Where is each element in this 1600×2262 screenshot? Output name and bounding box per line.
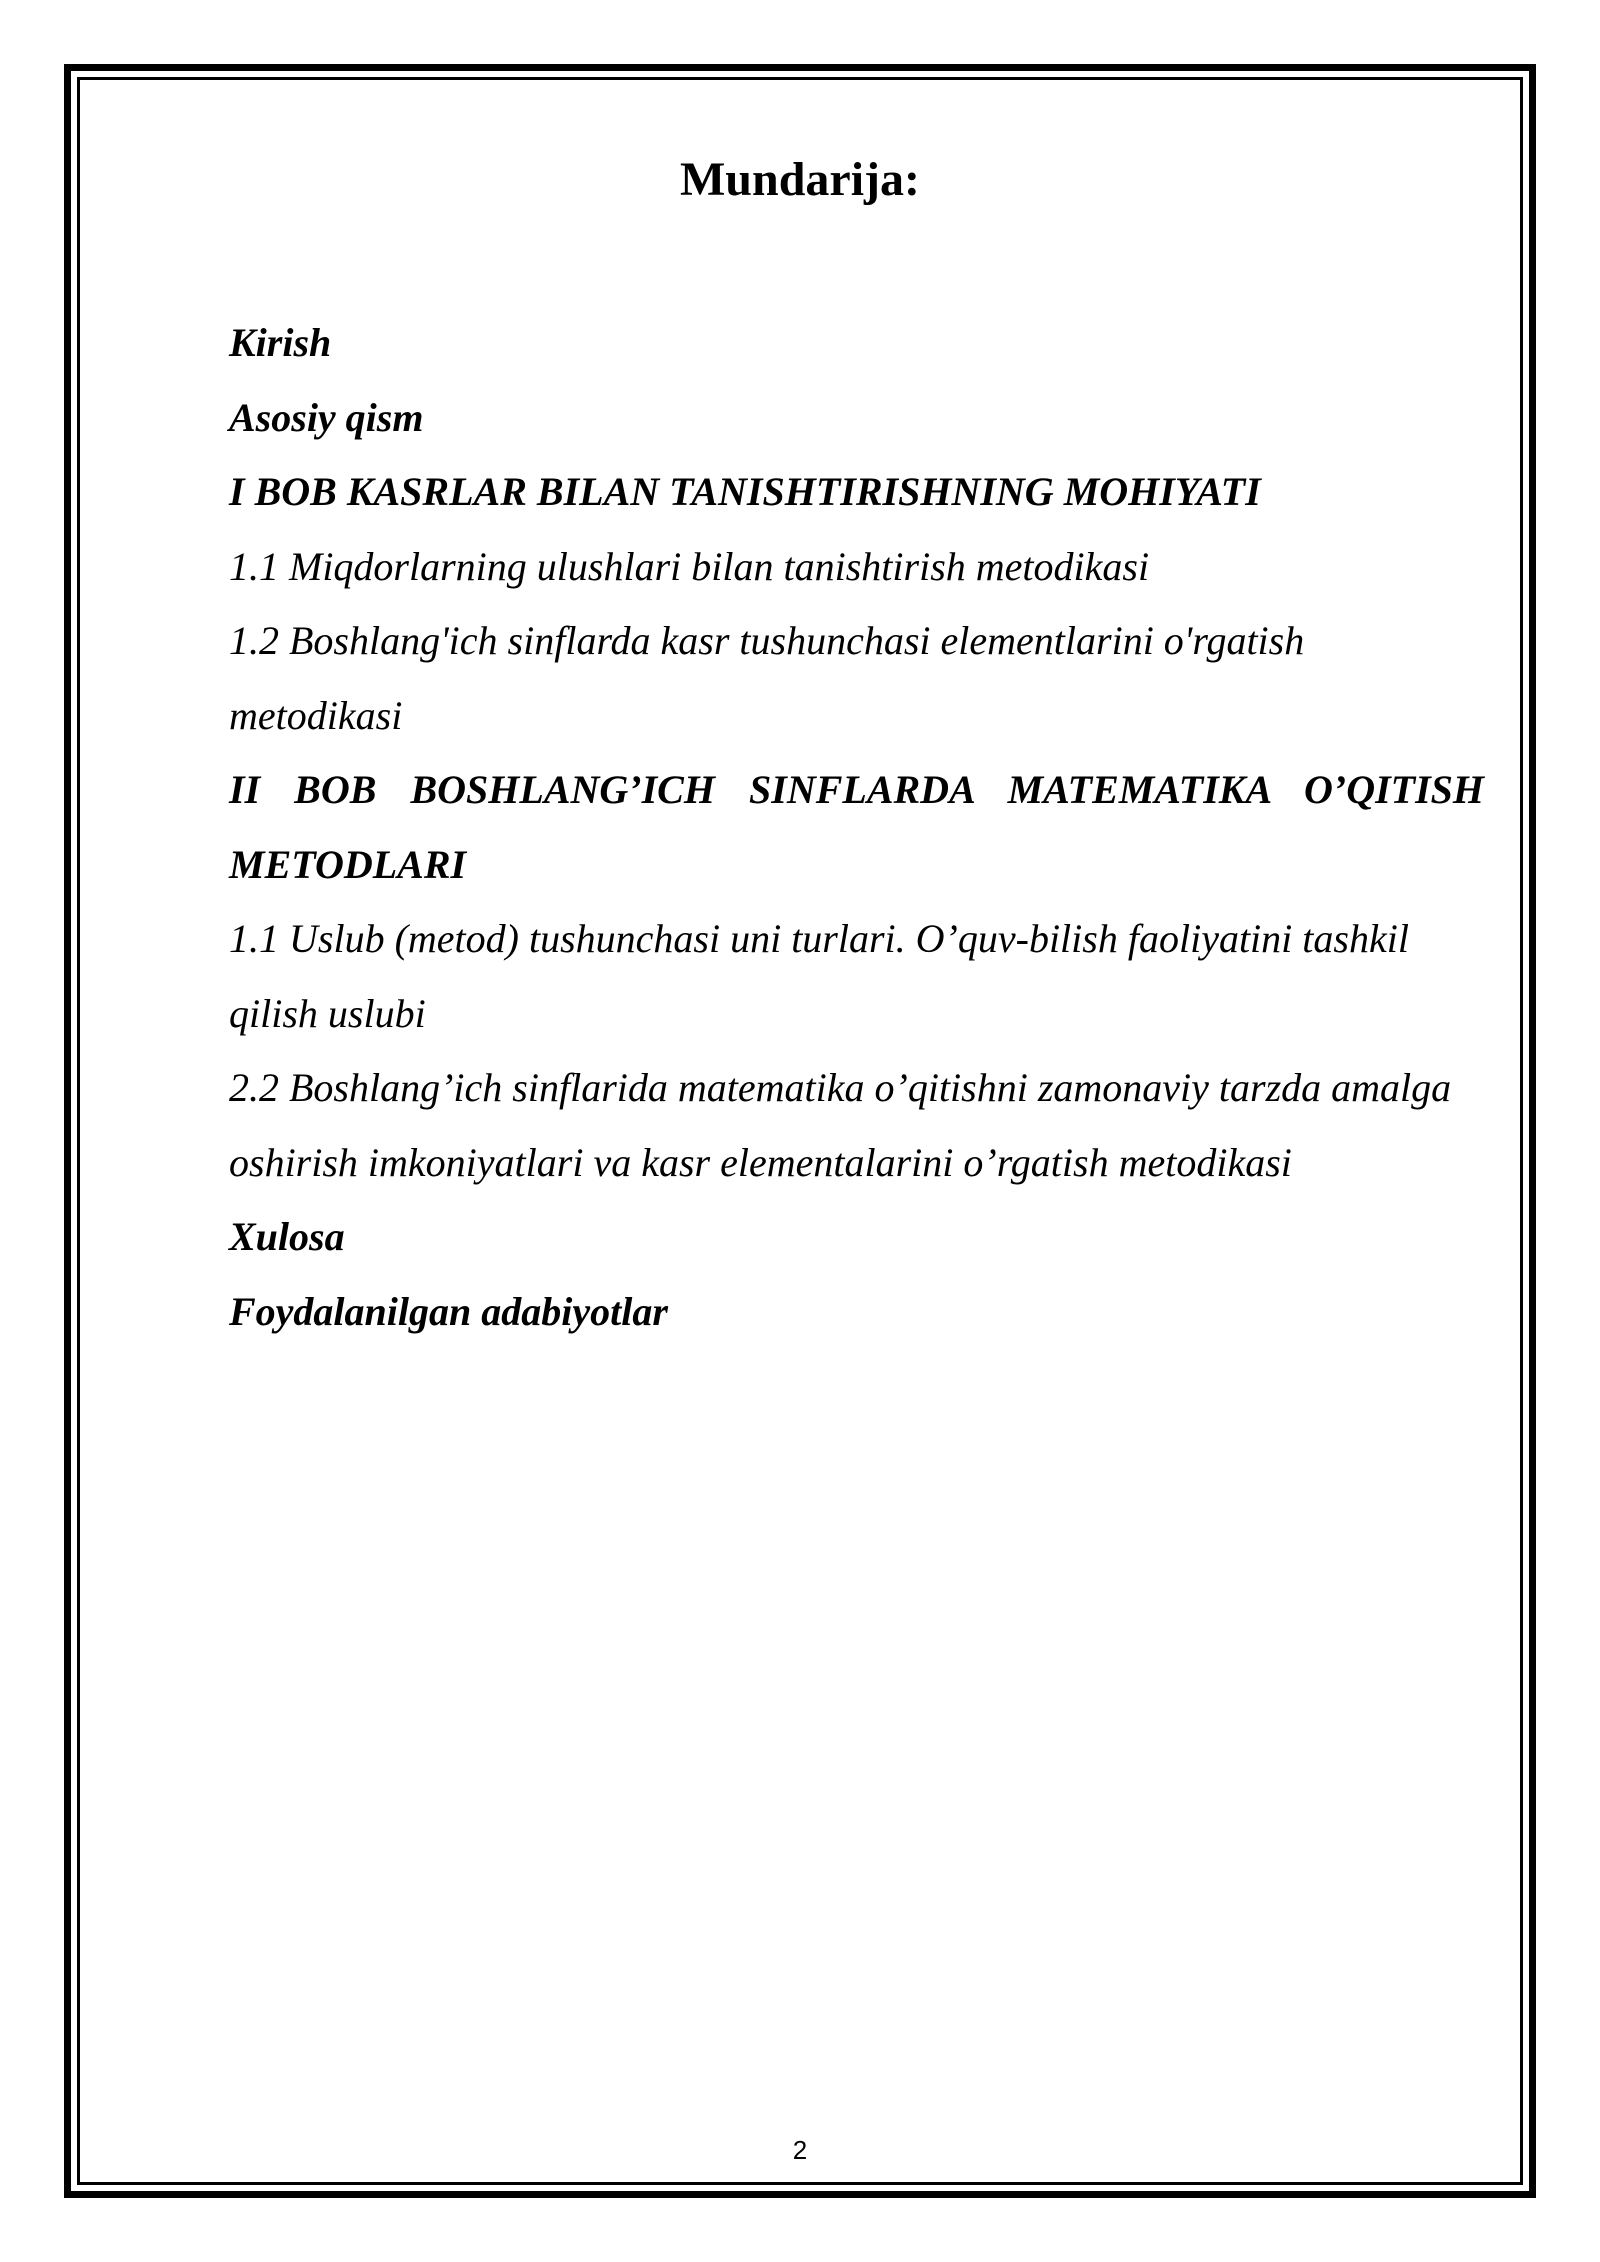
toc-entry-section-2-1: 1.1 Uslub (metod) tushunchasi uni turlari. O’quv-bilish faoliyatini tashkil qilish uslubi xyxy=(229,916,1409,1036)
toc-entry-references: Foydalanilgan adabiyotlar xyxy=(229,1288,668,1334)
toc-entry-section-1-2: 1.2 Boshlang'ich sinflarda kasr tushunchasi elementlarini o'rgatish metodikasi xyxy=(229,618,1305,738)
toc-entry-section-2-2: 2.2 Boshlang’ich sinflarida matematika o’qitishni zamonaviy tarzda amalga oshirish imkoniyatlari va kasr elementalarini o’rgatish metodikasi xyxy=(229,1065,1452,1185)
toc-entry-chapter-2: II BOB BOSHLANG’ICH SINFLARDA MATEMATIKA O’QITISH METODLARI xyxy=(229,767,1484,887)
page-title: Mundarija: xyxy=(680,153,920,206)
toc-entry-asosiy-qism: Asosiy qism xyxy=(229,394,424,440)
toc-entry-xulosa: Xulosa xyxy=(229,1214,345,1259)
toc-entry-kirish: Kirish xyxy=(229,320,332,365)
table-of-contents xyxy=(229,306,1484,1349)
page-number: 2 xyxy=(792,2135,808,2165)
toc-entry-chapter-1: I BOB KASRLAR BILAN TANISHTIRISHNING MOHIYATI xyxy=(229,469,1261,514)
toc-entry-section-1-1: 1.1 Miqdorlarning ulushlari bilan tanishtirish metodikasi xyxy=(229,543,1150,589)
